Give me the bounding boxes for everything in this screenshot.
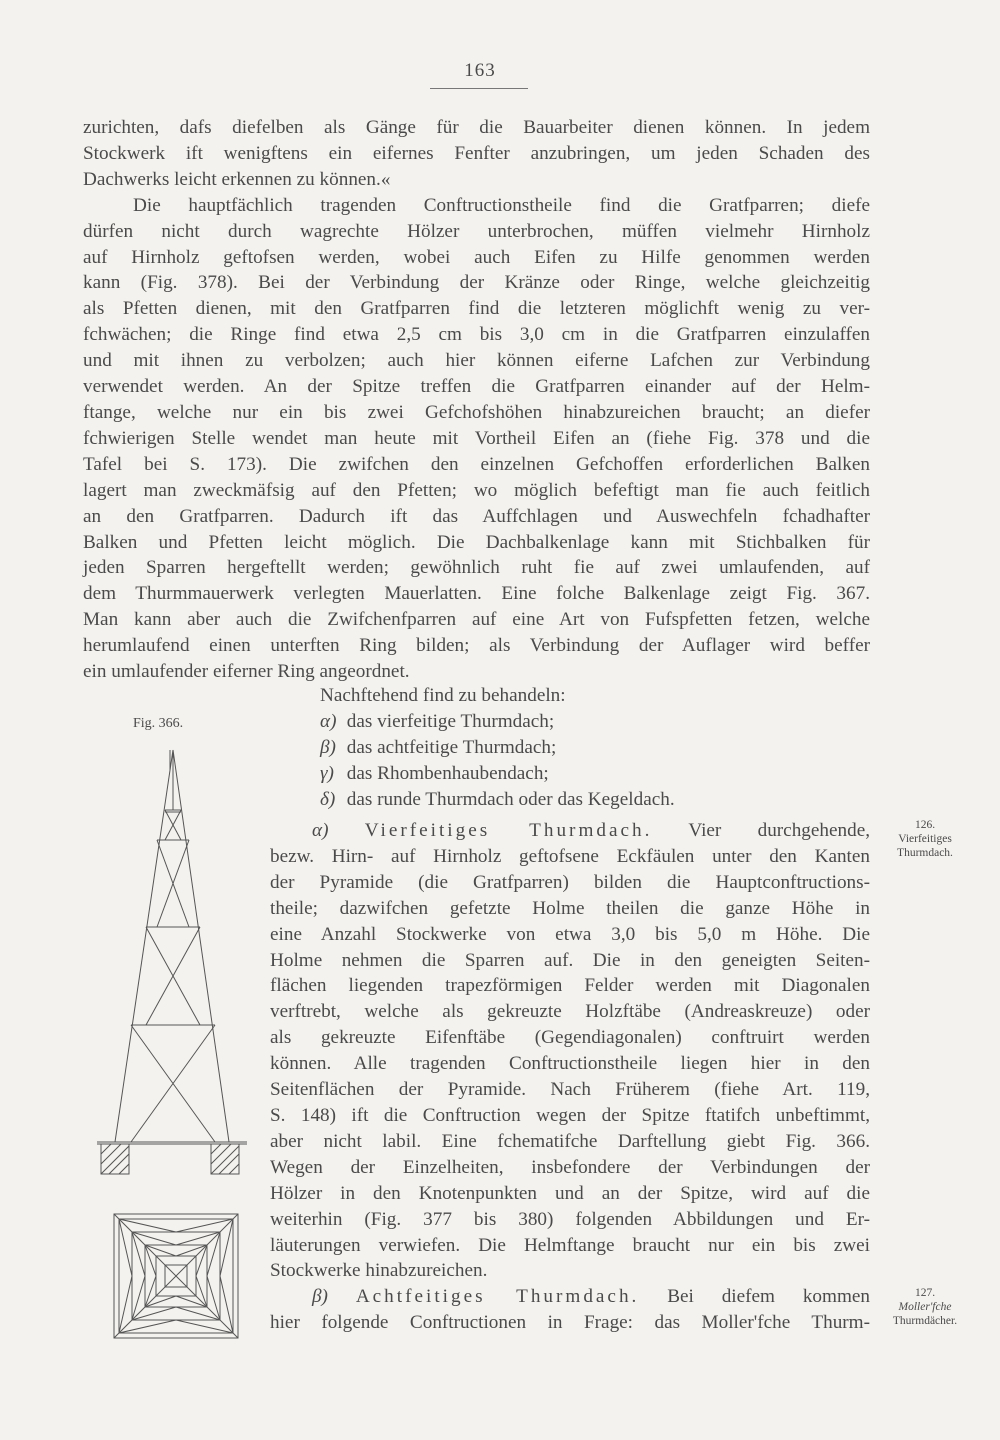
text-line: herumlaufend einen unterften Ring bilden; als Verbindung der Auflager wird beffer xyxy=(83,635,870,657)
list-heading-text: Nachftehend find zu behandeln: xyxy=(320,685,566,706)
section-alpha-first-rest: Vier durchgehende, xyxy=(688,820,871,841)
margin-note-line: Thurmdach. xyxy=(897,847,953,859)
text-line: S. 148) ift die Conftruction wegen der Spitze ftatifch unbeftimmt, xyxy=(270,1104,870,1126)
list-item xyxy=(320,761,870,787)
list-marker: δ) xyxy=(320,788,336,810)
text-line: zurichten, dafs diefelben als Gänge für die Bauarbeiter dienen können. In jedem xyxy=(83,117,870,138)
text-line: der Pyramide (die Gratfparren) bilden die Hauptconftructions- xyxy=(270,871,870,893)
margin-note-127 xyxy=(880,1286,970,1328)
list-item xyxy=(320,787,870,813)
list-item-text: das achtfeitige Thurmdach; xyxy=(346,736,557,758)
text-line: Die hauptfächlich tragenden Conftructionstheile find die Gratfparren; diefe xyxy=(133,194,870,216)
list-marker: α) xyxy=(320,711,337,732)
section-alpha-heading: Vierfeitiges Thurmdach. xyxy=(364,820,653,841)
list-item-text: das Rhombenhaubendach; xyxy=(346,762,549,784)
text-line: fchwächen; die Ringe find etwa 2,5 cm bis 3,0 cm in die Gratfparren einzulaffen xyxy=(83,324,870,346)
topic-list xyxy=(320,709,870,813)
text-line: Holme nehmen die Sparren auf. Die in den geneigten Seiten- xyxy=(270,949,870,971)
text-line: Man kann aber auch die Zwifchenfparren auf eine Art von Fufspfetten fetzen, welche xyxy=(83,609,870,631)
page-number: 163 xyxy=(464,60,496,81)
text-line: flächen liegenden trapezförmigen Felder werden mit Diagonalen xyxy=(270,975,870,997)
margin-note-number: 126. xyxy=(914,819,936,831)
text-line: an den Gratfparren. Dadurch ift das Auffchlagen und Auswechfeln fchadhafter xyxy=(83,505,870,527)
text-line: können. Alle tragenden Conftructionstheile liegen hier in den xyxy=(270,1053,870,1075)
text-line: eine Anzahl Stockwerke von etwa 3,0 bis 5,0 m Höhe. Die xyxy=(270,923,870,945)
section-alpha xyxy=(270,818,870,1336)
text-line: theile; dazwifchen gefetzte Holme theilen die ganze Höhe in xyxy=(270,897,870,919)
text-line: bezw. Hirn- auf Hirnholz geftofsene Eckfäulen unter den Kanten xyxy=(270,845,870,867)
list-marker: β) xyxy=(320,736,336,758)
section-alpha-first-line xyxy=(270,818,870,844)
text-line: fchwierigen Stelle wendet man heute mit Vortheil Eifen an (fiehe Fig. 378 und die xyxy=(83,427,870,449)
figure-caption: Fig. 366. xyxy=(133,716,184,731)
text-line: jeden Sparren hergeftellt werden; gewöhnlich ruht fie auf zwei umlaufenden, auf xyxy=(83,557,870,579)
text-line: läuterungen verwiefen. Die Helmftange braucht nur ein bis zwei xyxy=(270,1234,870,1256)
text-line: kann (Fig. 378). Bei der Verbindung der Kränze oder Ringe, welche gleichzeitig xyxy=(83,272,870,294)
text-line: aber nicht labil. Eine fchematifche Darftellung giebt Fig. 366. xyxy=(270,1130,870,1152)
text-line: dem Thurmmauerwerk verlegten Mauerlatten. Eine folche Balkenlage zeigt Fig. 367. xyxy=(83,583,870,605)
text-line: ftange, welche nur ein bis zwei Gefchofshöhen hinabzureichen braucht; an diefer xyxy=(83,401,870,423)
text-line: Hölzer in den Knotenpunkten und an der Spitze, wird auf die xyxy=(270,1182,870,1204)
section-beta-heading: Achtfeitiges Thurmdach. xyxy=(355,1286,640,1308)
section-alpha-marker: α) xyxy=(312,820,329,841)
section-beta-marker: β) xyxy=(312,1286,328,1308)
list-item xyxy=(320,735,870,761)
text-line: Tafel bei S. 173). Die zwifchen den einzelnen Gefchoffen erforderlichen Balken xyxy=(83,453,870,475)
text-line: als Pfetten dienen, mit den Gratfparren find die letzteren möglichft wenig zu ver- xyxy=(83,298,870,320)
text-line: Dachwerks leicht erkennen zu können.« xyxy=(83,168,391,190)
text-line: verwendet werden. An der Spitze treffen die Gratfparren einander auf der Helm- xyxy=(83,376,870,398)
list-item-text: das runde Thurmdach oder das Kegeldach. xyxy=(346,788,675,810)
section-beta-first-line xyxy=(270,1284,870,1310)
margin-note-line: Vierfeitiges xyxy=(898,833,952,845)
section-beta-first-rest: Bei diefem kommen xyxy=(667,1286,870,1308)
margin-note-126 xyxy=(880,818,970,860)
list-item xyxy=(320,709,870,735)
margin-note-line: Thurmdächer. xyxy=(892,1315,958,1327)
text-line: lagert man zweckmäfsig auf den Pfetten; wo möglich befeftigt man fie auch feitlich xyxy=(83,479,870,501)
section-beta-line: hier folgende Conftructionen in Frage: das Moller'fche Thurm- xyxy=(270,1312,870,1334)
text-line: weiterhin (Fig. 377 bis 380) folgenden Abbildungen und Er- xyxy=(270,1208,870,1230)
text-line: ein umlaufender eiferner Ring angeordnet. xyxy=(83,661,410,683)
foundation-hatching xyxy=(101,1144,239,1174)
margin-note-line: Moller'fche xyxy=(898,1301,952,1313)
text-line: dürfen nicht durch wagrechte Hölzer unterbrochen, müffen vielmehr Hirnholz xyxy=(83,220,870,242)
text-line: Seitenflächen der Pyramide. Nach Früherem (fiehe Art. 119, xyxy=(270,1079,870,1101)
tower-plan-figure xyxy=(112,1212,242,1340)
page-number-rule xyxy=(430,88,528,89)
body-text-top xyxy=(83,115,870,685)
text-line: Balken und Pfetten leicht möglich. Die Dachbalkenlage kann mit Stichbalken für xyxy=(83,531,870,553)
list-heading xyxy=(320,683,870,709)
margin-note-number: 127. xyxy=(914,1287,936,1299)
text-line: verftrebt, welche als gekreuzte Holzftäbe (Andreaskreuze) oder xyxy=(270,1001,870,1023)
list-marker: γ) xyxy=(320,762,334,784)
tower-elevation-figure xyxy=(95,740,255,1200)
text-line: auf Hirnholz geftofsen werden, wobei auch Eifen zu Hilfe genommen werden xyxy=(83,246,870,268)
text-line: als gekreuzte Eifenftäbe (Gegendiagonalen) conftruirt werden xyxy=(270,1027,870,1049)
text-line: und mit ihnen zu verbolzen; auch hier können eiferne Lafchen zur Verbindung xyxy=(83,350,870,372)
text-line: Stockwerk ift wenigftens ein eifernes Fenfter anzubringen, um jeden Schaden des xyxy=(83,142,870,164)
text-line: Stockwerke hinabzureichen. xyxy=(270,1260,488,1282)
list-item-text: das vierfeitige Thurmdach; xyxy=(346,711,555,732)
text-line: Wegen der Einzelheiten, insbefondere der Verbindungen der xyxy=(270,1156,870,1178)
